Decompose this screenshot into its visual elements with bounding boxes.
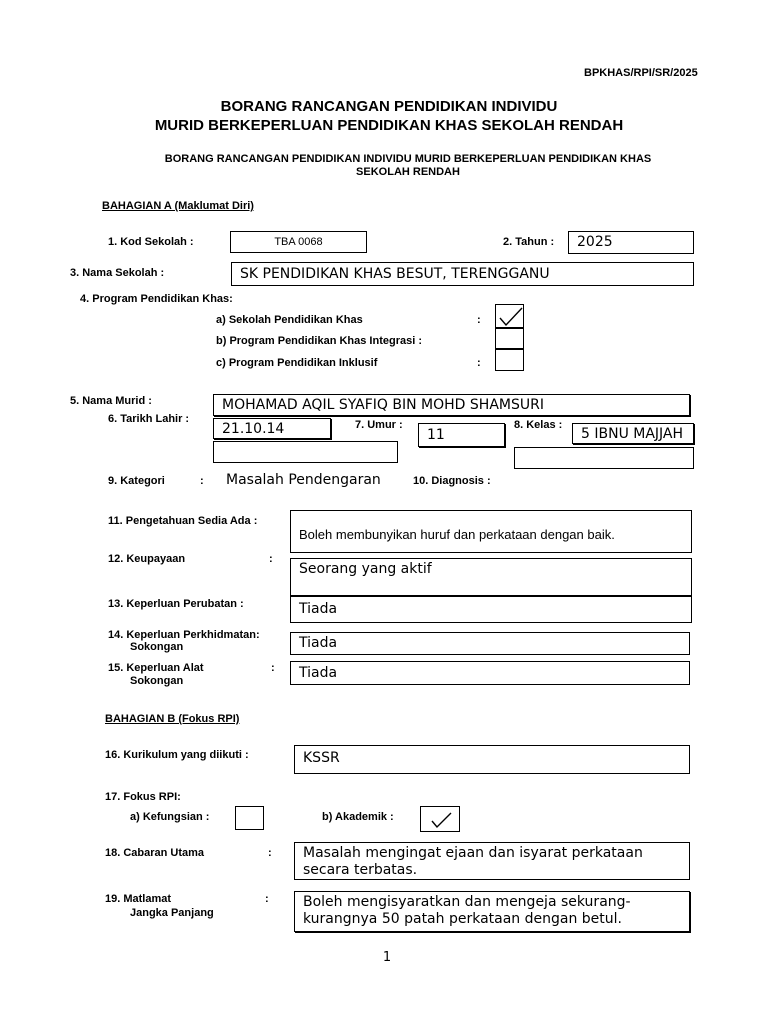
perkhidmatan-label-line2: Sokongan — [130, 641, 184, 653]
kod-sekolah-field[interactable]: TBA 0068 — [230, 231, 367, 253]
fokus-label: 17. Fokus RPI: — [105, 791, 181, 803]
perkhidmatan-field[interactable]: Tiada — [290, 632, 690, 655]
cabaran-label: 18. Cabaran Utama — [105, 847, 205, 859]
kefungsian-label: a) Kefungsian : — [130, 811, 210, 823]
form-reference-code: BPKHAS/RPI/SR/2025 — [584, 67, 698, 79]
kategori-value: Masalah Pendengaran — [226, 472, 381, 488]
program-option-a-checkbox[interactable] — [495, 304, 524, 328]
matlamat-label-line2: Jangka Panjang — [130, 907, 214, 919]
kurikulum-field[interactable]: KSSR — [294, 745, 690, 774]
page-title — [0, 97, 768, 135]
section-a-heading: BAHAGIAN A (Maklumat Diri) — [102, 200, 254, 212]
alat-field[interactable]: Tiada — [290, 661, 690, 685]
alat-colon: : — [271, 662, 275, 674]
page-subtitle-line1: BORANG RANCANGAN PENDIDIKAN INDIVIDU MURID BERKEPERLUAN PENDIDIKAN KHAS — [164, 153, 652, 165]
pengetahuan-label: 11. Pengetahuan Sedia Ada : — [108, 515, 258, 527]
kod-sekolah-label: 1. Kod Sekolah : — [108, 236, 194, 248]
kefungsian-checkbox[interactable] — [235, 806, 264, 830]
kategori-colon: : — [200, 475, 204, 487]
kelas-label: 8. Kelas : — [514, 419, 563, 431]
section-b-heading: BAHAGIAN B (Fokus RPI) — [105, 713, 240, 725]
program-option-c-label: c) Program Pendidikan Inklusif — [216, 357, 378, 369]
page-subtitle-line2: SEKOLAH RENDAH — [356, 166, 460, 178]
alat-label-line1: 15. Keperluan Alat — [108, 662, 204, 674]
check-mark-icon — [421, 807, 461, 833]
tahun-label: 2. Tahun : — [503, 236, 555, 248]
program-option-b-checkbox[interactable] — [495, 328, 524, 349]
page-subtitle — [0, 153, 768, 179]
kelas-extra-field[interactable] — [514, 447, 694, 469]
nama-murid-label: 5. Nama Murid : — [70, 395, 152, 407]
keupayaan-colon: : — [269, 553, 273, 565]
alat-label-line2: Sokongan — [130, 675, 184, 687]
keupayaan-field[interactable]: Seorang yang aktif — [290, 558, 692, 596]
cabaran-colon: : — [268, 847, 272, 859]
program-option-b-label: b) Program Pendidikan Khas Integrasi : — [216, 335, 422, 347]
kurikulum-label: 16. Kurikulum yang diikuti : — [105, 749, 249, 761]
program-label: 4. Program Pendidikan Khas: — [80, 293, 233, 305]
keupayaan-label: 12. Keupayaan — [108, 553, 186, 565]
page-number: 1 — [382, 950, 392, 965]
nama-murid-field[interactable]: MOHAMAD AQIL SYAFIQ BIN MOHD SHAMSURI — [213, 394, 690, 416]
tahun-field[interactable]: 2025 — [568, 231, 694, 254]
nama-sekolah-field[interactable]: SK PENDIDIKAN KHAS BESUT, TERENGGANU — [231, 262, 694, 286]
umur-field[interactable]: 11 — [418, 423, 505, 447]
kategori-label: 9. Kategori — [108, 475, 165, 487]
matlamat-field[interactable]: Boleh mengisyaratkan dan mengeja sekurang-kurangnya 50 patah perkataan dengan betul. — [294, 891, 690, 932]
tarikh-lahir-extra-field[interactable] — [213, 441, 398, 463]
umur-label: 7. Umur : — [355, 419, 403, 431]
diagnosis-label: 10. Diagnosis : — [413, 475, 491, 487]
program-option-a-colon: : — [477, 314, 481, 326]
perubatan-field[interactable]: Tiada — [290, 596, 692, 623]
cabaran-field[interactable]: Masalah mengingat ejaan dan isyarat perkataan secara terbatas. — [294, 842, 690, 880]
page-title-line2: MURID BERKEPERLUAN PENDIDIKAN KHAS SEKOLAH RENDAH — [154, 117, 624, 134]
check-mark-icon — [496, 305, 525, 329]
nama-sekolah-label: 3. Nama Sekolah : — [70, 267, 165, 279]
program-option-c-colon: : — [477, 357, 481, 369]
matlamat-colon: : — [265, 893, 269, 905]
page-title-line1: BORANG RANCANGAN PENDIDIKAN INDIVIDU — [220, 98, 558, 115]
program-option-a-label: a) Sekolah Pendidikan Khas — [216, 314, 363, 326]
perubatan-label: 13. Keperluan Perubatan : — [108, 598, 244, 610]
perkhidmatan-label-line1: 14. Keperluan Perkhidmatan: — [108, 629, 260, 641]
tarikh-lahir-field[interactable]: 21.10.14 — [213, 418, 331, 439]
tarikh-lahir-label: 6. Tarikh Lahir : — [108, 413, 190, 425]
akademik-label: b) Akademik : — [322, 811, 394, 823]
matlamat-label-line1: 19. Matlamat — [105, 893, 172, 905]
kelas-field[interactable]: 5 IBNU MAJJAH — [572, 423, 694, 444]
pengetahuan-field[interactable]: Boleh membunyikan huruf dan perkataan dengan baik. — [290, 510, 692, 553]
akademik-checkbox[interactable] — [420, 806, 460, 832]
program-option-c-checkbox[interactable] — [495, 349, 524, 371]
